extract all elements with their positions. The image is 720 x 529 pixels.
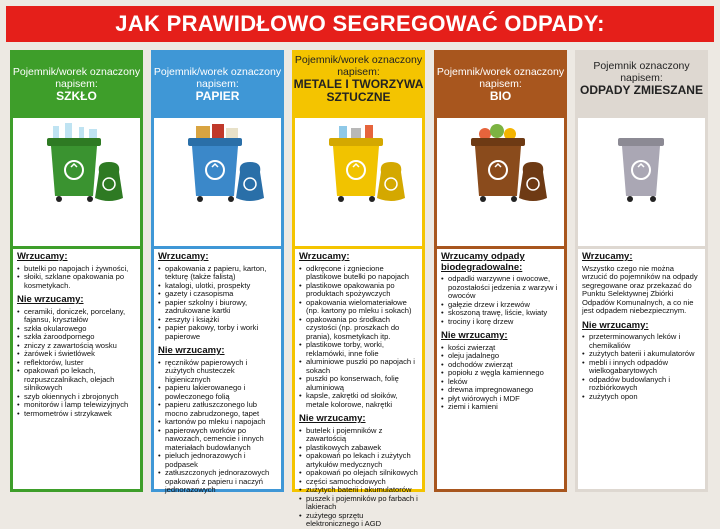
forbidden-list	[441, 344, 560, 412]
mixed-bin-icon	[578, 118, 705, 246]
header-name: ODPADY ZMIESZANE	[580, 83, 703, 97]
list-item: • odpadów budowlanych i rozbiórkowych	[582, 376, 701, 393]
rules-panel	[437, 249, 564, 489]
allowed-description: Wszystko czego nie można wrzucić do pojemników na odpady segregowane oraz przekazać do Punktu Selektywnej Zbiórki Odpadów Komunalnych, a co nie jest odpadem niebezpiecznym.	[582, 263, 698, 315]
list-item: • szkła żaroodpornego	[17, 333, 136, 342]
list-item: • zużytych baterii i akumulatorów	[299, 486, 418, 495]
forbidden-list	[158, 359, 277, 495]
allowed-heading: Wrzucamy odpady biodegradowalne:	[441, 251, 525, 273]
list-item: • opakowania po środkach czystości (np. proszkach do prania), kosmetykach itp.	[299, 316, 418, 342]
list-item: • żarówek i świetlówek	[17, 350, 136, 359]
list-item: • plastikowe opakowania po produktach spożywczych	[299, 282, 418, 299]
column-bio	[434, 50, 567, 492]
list-item: • papierowych worków po nawozach, cemencie i innych materiałach budowlanych	[158, 427, 277, 453]
rules-panel	[13, 249, 140, 489]
list-item: • zatłuszczonych jednorazowych opakowań z papieru i naczyń jednorazowych	[158, 469, 277, 495]
list-item: • ziemi i kamieni	[441, 403, 560, 412]
list-item: • zeszyty i książki	[158, 316, 277, 325]
header-name: BIO	[489, 89, 512, 103]
list-item: • papier pakowy, torby i worki papierowe	[158, 324, 277, 341]
forbidden-heading: Nie wrzucamy:	[299, 413, 366, 424]
list-item: • monitorów i lamp telewizyjnych	[17, 401, 136, 410]
forbidden-heading: Nie wrzucamy:	[582, 319, 649, 331]
list-item: • opakowań po lekach, rozpuszczalnikach, olejach silnikowych	[17, 367, 136, 393]
page-title: JAK PRAWIDŁOWO SEGREGOWAĆ ODPADY:	[6, 6, 714, 42]
column-metale	[292, 50, 425, 528]
allowed-heading: Wrzucamy:	[582, 251, 633, 262]
column-szklo	[10, 50, 143, 492]
header-subtitle: Pojemnik/worek oznaczony napisem:	[294, 54, 423, 78]
list-item: • opakowań po lekach i zużytych artykułów medycznych	[299, 452, 418, 469]
rules-panel	[154, 249, 281, 494]
forbidden-list	[582, 333, 701, 401]
list-item: • zużytych opon	[582, 393, 701, 402]
list-item: • odkręcone i zgniecione plastikowe butelki po napojach	[299, 265, 418, 282]
list-item: • opakowania wielomateriałowe (np. kartony po mleku i sokach)	[299, 299, 418, 316]
list-item: • opakowania z papieru, karton, tekturę (także falistą)	[158, 265, 277, 282]
header-name: PAPIER	[195, 89, 240, 103]
list-item: • odchodów zwierząt	[441, 361, 560, 370]
list-item: • butelki po napojach i żywności,	[17, 265, 136, 274]
rules-panel	[578, 249, 705, 489]
list-item: • zużytych baterii i akumulatorów	[582, 350, 701, 359]
list-item: • aluminiowe puszki po napojach i sokach	[299, 358, 418, 375]
list-item: • płyt wiórowych i MDF	[441, 395, 560, 404]
list-item: • mebli i innych odpadów wielkogabarytowych	[582, 359, 701, 376]
column-header	[151, 50, 284, 118]
metal-plastic-bin-icon	[295, 118, 422, 246]
list-item: • puszki po konserwach, folię aluminiową	[299, 375, 418, 392]
forbidden-list	[299, 427, 418, 529]
list-item: • opakowań po olejach silnikowych	[299, 469, 418, 478]
allowed-heading: Wrzucamy:	[299, 251, 350, 262]
list-item: • części samochodowych	[299, 478, 418, 487]
rules-panel	[295, 249, 422, 528]
header-subtitle: Pojemnik/worek oznaczony napisem:	[153, 66, 282, 90]
list-item: • gałęzie drzew i krzewów	[441, 301, 560, 310]
list-item: • papier szkolny i biurowy, zadrukowane kartki	[158, 299, 277, 316]
list-item: • zużytego sprzętu elektronicznego i AGD	[299, 512, 418, 529]
forbidden-heading: Nie wrzucamy:	[441, 330, 508, 341]
allowed-list	[17, 265, 136, 291]
list-item: • gazety i czasopisma	[158, 290, 277, 299]
column-header	[10, 50, 143, 118]
allowed-heading: Wrzucamy:	[158, 251, 209, 262]
list-item: • odpadki warzywne i owocowe, pozostałości jedzenia z warzyw i owoców	[441, 275, 560, 301]
forbidden-heading: Nie wrzucamy:	[17, 294, 84, 305]
list-item: • kości zwierząt	[441, 344, 560, 353]
list-item: • plastikowych zabawek	[299, 444, 418, 453]
forbidden-heading: Nie wrzucamy:	[158, 345, 225, 356]
list-item: • trociny i korę drzew	[441, 318, 560, 327]
column-header	[575, 50, 708, 118]
list-item: • drewna impregnowanego	[441, 386, 560, 395]
list-item: • oleju jadalnego	[441, 352, 560, 361]
forbidden-list	[17, 308, 136, 419]
column-header	[434, 50, 567, 118]
bio-bin-icon	[437, 118, 564, 246]
list-item: • przeterminowanych leków i chemikaliów	[582, 333, 701, 350]
list-item: • katalogi, ulotki, prospekty	[158, 282, 277, 291]
header-subtitle: Pojemnik/worek oznaczony napisem:	[436, 66, 565, 90]
list-item: • papieru zatłuszczonego lub mocno zabrudzonego, tapet	[158, 401, 277, 418]
list-item: • zniczy z zawartością wosku	[17, 342, 136, 351]
list-item: • szkła okularowego	[17, 325, 136, 334]
list-item: • termometrów i strzykawek	[17, 410, 136, 419]
header-subtitle: Pojemnik/worek oznaczony napisem:	[12, 66, 141, 90]
list-item: • ceramiki, doniczek, porcelany, fajansu, kryształów	[17, 308, 136, 325]
header-name: SZKŁO	[56, 89, 97, 103]
header-name: METALE I TWORZYWA SZTUCZNE	[293, 77, 424, 104]
allowed-list	[299, 265, 418, 410]
list-item: • słoiki, szklane opakowania po kosmetykach.	[17, 273, 136, 290]
list-item: • puszek i pojemników po farbach i lakierach	[299, 495, 418, 512]
column-zmieszane	[575, 50, 708, 492]
list-item: • leków	[441, 378, 560, 387]
list-item: • popiołu z węgla kamiennego	[441, 369, 560, 378]
allowed-list	[158, 265, 277, 342]
list-item: • kapsle, zakrętki od słoików, metale kolorowe, nakrętki	[299, 392, 418, 409]
column-header	[292, 50, 425, 118]
list-item: • butelek i pojemników z zawartością	[299, 427, 418, 444]
list-item: • kartonów po mleku i napojach	[158, 418, 277, 427]
column-papier	[151, 50, 284, 492]
glass-bin-icon	[13, 118, 140, 246]
list-item: • reflektorów, luster	[17, 359, 136, 368]
paper-bin-icon	[154, 118, 281, 246]
list-item: • skoszoną trawę, liście, kwiaty	[441, 309, 560, 318]
list-item: • szyb okiennych i zbrojonych	[17, 393, 136, 402]
allowed-heading: Wrzucamy:	[17, 251, 68, 262]
header-subtitle: Pojemnik oznaczony napisem:	[593, 60, 690, 84]
list-item: • ręczników papierowych i zużytych chusteczek higienicznych	[158, 359, 277, 385]
list-item: • plastikowe torby, worki, reklamówki, inne folie	[299, 341, 418, 358]
allowed-list	[441, 275, 560, 326]
list-item: • pieluch jednorazowych i podpasek	[158, 452, 277, 469]
list-item: • papieru lakierowanego i powleczonego folią	[158, 384, 277, 401]
